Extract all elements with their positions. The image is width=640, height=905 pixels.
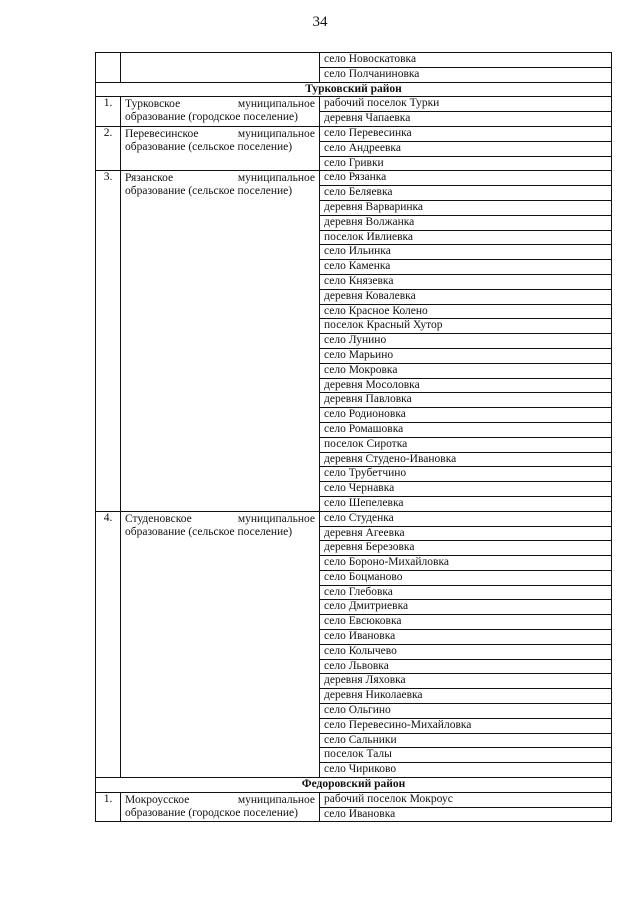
settlement-cell: деревня Студено-Ивановка <box>320 452 612 467</box>
settlement-cell: село Бороно-Михайловка <box>320 556 612 571</box>
settlement-cell: село Колычево <box>320 644 612 659</box>
settlement-cell: село Мокровка <box>320 363 612 378</box>
settlement-cell: деревня Николаевка <box>320 689 612 704</box>
settlement-cell: деревня Ляховка <box>320 674 612 689</box>
district-row <box>96 82 612 97</box>
settlement-cell: село Шепелевка <box>320 496 612 511</box>
table-row <box>96 126 612 141</box>
settlement-cell: поселок Ивлиевка <box>320 230 612 245</box>
settlement-cell: село Родионовка <box>320 408 612 423</box>
settlement-cell: рабочий поселок Турки <box>320 97 612 112</box>
settlement-cell: село Гривки <box>320 156 612 171</box>
settlement-cell: село Перевесино-Михайловка <box>320 718 612 733</box>
settlement-cell: поселок Сиротка <box>320 437 612 452</box>
settlement-cell: село Трубетчино <box>320 467 612 482</box>
settlement-cell: село Чириково <box>320 763 612 778</box>
table-row <box>96 53 612 68</box>
row-number-cell <box>96 53 121 83</box>
municipality-cell <box>121 53 320 83</box>
settlement-cell: деревня Павловка <box>320 393 612 408</box>
municipality-name-cell: Студеновское муниципальное образование (сельское поселение) <box>121 511 320 777</box>
settlement-cell: село Перевесинка <box>320 126 612 141</box>
settlement-cell: село Беляевка <box>320 186 612 201</box>
table-row <box>96 171 612 186</box>
municipality-name-cell: Рязанское муниципальное образование (сельское поселение) <box>121 171 320 511</box>
settlement-cell: село Ильинка <box>320 245 612 260</box>
row-number-cell: 3. <box>96 171 121 511</box>
settlement-cell: село Чернавка <box>320 482 612 497</box>
settlement-cell: село Дмитриевка <box>320 600 612 615</box>
settlement-cell: село Львовка <box>320 659 612 674</box>
settlement-cell: село Новоскатовка <box>320 53 612 68</box>
district-row <box>96 778 612 793</box>
page-number: 34 <box>312 14 328 30</box>
settlement-cell: село Ромашовка <box>320 422 612 437</box>
settlement-cell: село Ольгино <box>320 704 612 719</box>
settlement-cell: село Евсюковка <box>320 615 612 630</box>
row-number-cell: 2. <box>96 126 121 170</box>
settlement-cell: деревня Варваринка <box>320 200 612 215</box>
municipality-name-cell: Мокроусское муниципальное образование (городское поселение) <box>121 792 320 822</box>
settlement-cell: село Рязанка <box>320 171 612 186</box>
settlement-cell: село Андреевка <box>320 141 612 156</box>
settlement-cell: рабочий поселок Мокроус <box>320 792 612 807</box>
table-row <box>96 511 612 526</box>
table-row <box>96 792 612 807</box>
settlement-cell: село Глебовка <box>320 585 612 600</box>
settlements-table <box>95 52 612 822</box>
settlement-cell: село Сальники <box>320 733 612 748</box>
settlement-cell: поселок Талы <box>320 748 612 763</box>
row-number-cell: 4. <box>96 511 121 777</box>
settlement-cell: село Полчаниновка <box>320 67 612 82</box>
row-number-cell: 1. <box>96 97 121 127</box>
settlement-cell: село Боцманово <box>320 570 612 585</box>
settlement-cell: село Студенка <box>320 511 612 526</box>
municipality-name-cell: Турковское муниципальное образование (городское поселение) <box>121 97 320 127</box>
settlement-cell: поселок Красный Хутор <box>320 319 612 334</box>
settlement-cell: село Ивановка <box>320 630 612 645</box>
settlement-cell: село Князевка <box>320 274 612 289</box>
table-row <box>96 97 612 112</box>
district-heading: Федоровский район <box>96 778 612 793</box>
row-number-cell: 1. <box>96 792 121 822</box>
settlement-cell: село Лунино <box>320 334 612 349</box>
settlement-cell: деревня Волжанка <box>320 215 612 230</box>
settlement-cell: село Каменка <box>320 260 612 275</box>
settlement-cell: село Красное Колено <box>320 304 612 319</box>
settlement-cell: село Ивановка <box>320 807 612 822</box>
settlement-cell: деревня Мосоловка <box>320 378 612 393</box>
settlement-cell: деревня Ковалевка <box>320 289 612 304</box>
settlement-cell: деревня Чапаевка <box>320 112 612 127</box>
district-heading: Турковский район <box>96 82 612 97</box>
settlements-table-body <box>96 53 612 822</box>
settlement-cell: деревня Березовка <box>320 541 612 556</box>
settlement-cell: деревня Агеевка <box>320 526 612 541</box>
settlement-cell: село Марьино <box>320 348 612 363</box>
municipality-name-cell: Перевесинское муниципальное образование (сельское поселение) <box>121 126 320 170</box>
